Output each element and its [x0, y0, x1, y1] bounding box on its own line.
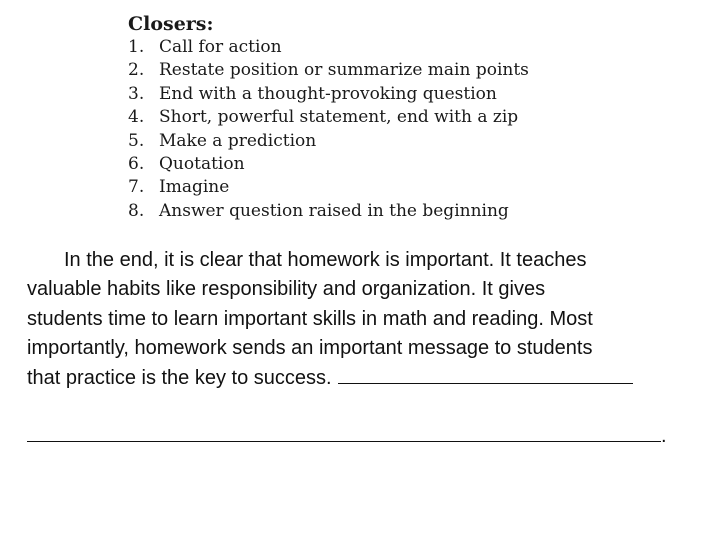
paragraph-line: [27, 422, 682, 451]
list-item-text: Restate position or summarize main points: [159, 60, 529, 81]
paragraph-line-text: In the end, it is clear that homework is important. It teaches: [64, 249, 587, 271]
list-item-number: 6.: [128, 154, 145, 175]
list-item: [128, 130, 688, 153]
list-item-number: 3.: [128, 83, 145, 104]
list-item: [128, 153, 688, 176]
paragraph-line: importantly, homework sends an important message to students: [27, 337, 593, 360]
closers-list: [128, 36, 688, 223]
conclusion-paragraph: [27, 246, 682, 452]
paragraph-line: valuable habits like responsibility and organization. It gives: [27, 278, 546, 301]
list-item: [128, 59, 688, 82]
paragraph-line: students time to learn important skills in math and reading. Most: [27, 307, 593, 330]
answer-blank-line: [338, 367, 633, 384]
list-item-text: Imagine: [159, 177, 230, 198]
closers-title: Closers:: [128, 13, 214, 35]
paragraph-line: [27, 364, 682, 393]
list-item: [128, 106, 688, 129]
list-item-text: Call for action: [159, 37, 282, 57]
list-item-number: 4.: [128, 107, 145, 128]
list-item-number: 7.: [128, 177, 145, 198]
list-item-text: Quotation: [159, 154, 245, 175]
list-item-text: End with a thought-provoking question: [159, 83, 497, 104]
list-item-number: 8.: [128, 200, 145, 221]
closers-box: [128, 12, 688, 223]
paragraph-line: [27, 246, 682, 275]
line-gap: [27, 393, 682, 422]
list-item: [128, 83, 688, 106]
list-item-number: 1.: [128, 37, 145, 57]
answer-blank-line: [27, 425, 661, 442]
list-item-text: Short, powerful statement, end with a zip: [159, 107, 519, 128]
list-item-text: Answer question raised in the beginning: [159, 200, 509, 221]
list-item: [128, 36, 688, 59]
list-item: [128, 176, 688, 199]
paragraph-line-text: that practice is the key to success.: [27, 366, 332, 389]
list-item-number: 5.: [128, 130, 145, 151]
ending-punctuation: .: [661, 425, 667, 448]
list-item-text: Make a prediction: [159, 130, 317, 151]
list-item-number: 2.: [128, 60, 145, 81]
list-item: [128, 200, 688, 223]
